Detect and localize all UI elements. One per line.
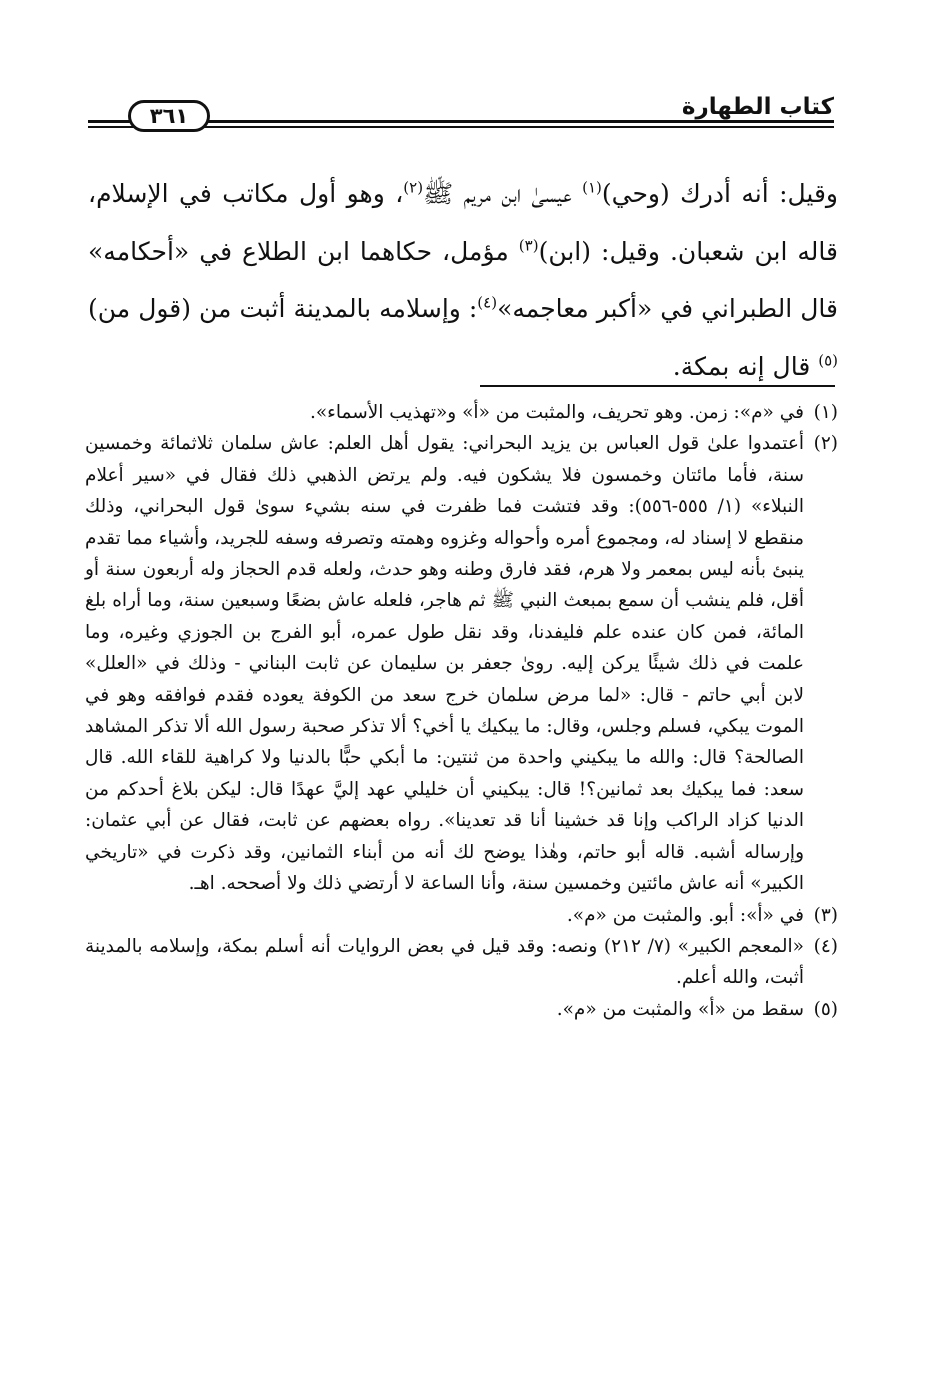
footnote-ref: (١) <box>582 178 602 197</box>
page-number: ٣٦١ <box>128 100 210 132</box>
footnotes <box>85 397 838 1025</box>
footnote-number: (١) <box>813 402 838 423</box>
footnote-separator <box>480 385 835 387</box>
running-title: كتاب الطهارة <box>681 94 834 120</box>
footnote-number: (٤) <box>813 935 838 957</box>
main-text-part: قال إنه بمكة. <box>672 351 819 381</box>
main-text-part: وقيل: أنه أدرك (وحي) <box>601 179 838 208</box>
page-header <box>88 92 834 136</box>
footnote-text: سقط من «أ» والمثبت من «م». <box>556 998 804 1020</box>
main-paragraph <box>88 165 838 395</box>
footnote-number: (٣) <box>813 904 838 926</box>
footnote-ref: (٢) <box>403 178 424 197</box>
main-text-part: : وإسلامه بالمدينة أثبت من (قول من) <box>88 294 478 323</box>
footnote <box>85 931 838 994</box>
main-text-part: عيسىٰ ابن مريم ﷺ <box>423 179 583 208</box>
main-text-part: ، وهو أول مكاتب في الإسلام، قاله ابن شعبان. وقيل: (ابن) <box>88 179 838 266</box>
footnote-number: (٢) <box>813 433 838 455</box>
footnote-text: في «أ»: أبو. والمثبت من «م». <box>566 904 804 926</box>
footnote <box>85 900 838 931</box>
footnote-text: «المعجم الكبير» (٧/ ٢١٢) ونصه: وقد قيل في بعض الروايات أنه أسلم بمكة، وإسلامه بالمدينة أثبت، والله أعلم. <box>85 935 804 989</box>
main-text <box>88 165 838 395</box>
footnote-ref: (٤) <box>477 293 498 312</box>
footnote-ref: (٣) <box>518 236 539 255</box>
footnote-ref: (٥) <box>818 351 838 370</box>
footnote <box>85 428 838 899</box>
footnote-text: في «م»: زمن. وهو تحريف، والمثبت من «أ» و«تهذيب الأسماء». <box>309 402 804 423</box>
main-text-part: مؤمل، حكاهما ابن الطلاع في «أحكامه» قال الطبراني في «أكبر معاجمه» <box>88 236 838 323</box>
footnote-number: (٥) <box>813 998 838 1020</box>
footnote-text: أعتمدوا علىٰ قول العباس بن يزيد البحراني: يقول أهل العلم: عاش سلمان ثلاثمائة وخمسين سنة، فأما مائتان وخمسون فلا يشكون فيه. ولم يرتض الذهبي ذلك فقال في «سير أعلام النبلاء» (١/ ٥٥٥-٥٥٦): وقد فتشت فما ظفرت في سنه بشيء سوىٰ قول البحراني، وذلك منقطع لا إسناد له، ومجموع أمره وأحواله وغزوه وهمته وتصرفه وسفه للجريد، وأشياء مما تقدم ينبئ بأنه ليس بمعمر ولا هرم، فقد فارق وطنه وهو حدث، ولعله قدم الحجاز وله أربعون سنة أو أقل، فلم ينشب أن سمع بمبعث النبي ﷺ ثم هاجر، فلعله عاش بضعًا وسبعين سنة، وما أراه بلغ المائة، فمن كان عنده علم فليفدنا، وقد نقل طول عمره، أبو الفرج بن الجوزي وغيره، وما علمت في ذلك شيئًا يركن إليه. روىٰ جعفر بن سليمان عن ثابت البناني - وذلك في «العلل» لابن أبي حاتم - قال: «لما مرض سلمان خرج سعد من الكوفة يعوده فقدم فوافقه وهو في الموت يبكي، فسلم وجلس، وقال: ما يبكيك يا أخي؟ ألا تذكر صحبة رسول الله ألا تذكر المشاهد الصالحة؟ قال: والله ما يبكيني واحدة من ثنتين: ما أبكي حبًّا بالدنيا ولا كراهية للقاء الله. قال سعد: فما يبكيك بعد ثمانين؟! قال: يبكيني أن خليلي عهد إليَّ عهدًا قال: ليكن بلاغ أحدكم من الدنيا كزاد الراكب وإنا قد خشينا أنا قد تعدينا». رواه بعضهم عن ثابت، فقال عن أبي عثمان: وإرساله أشبه. قاله أبو حاتم، وهٰذا يوضح لك أنه من أبناء الثمانين، وقد ذكرت في «تاريخي الكبير» أنه عاش مائتين وخمسين سنة، وأنا الساعة لا أرتضي ذلك ولا أصححه. اهـ. <box>85 433 804 895</box>
footnote <box>85 397 838 428</box>
footnote <box>85 994 838 1025</box>
